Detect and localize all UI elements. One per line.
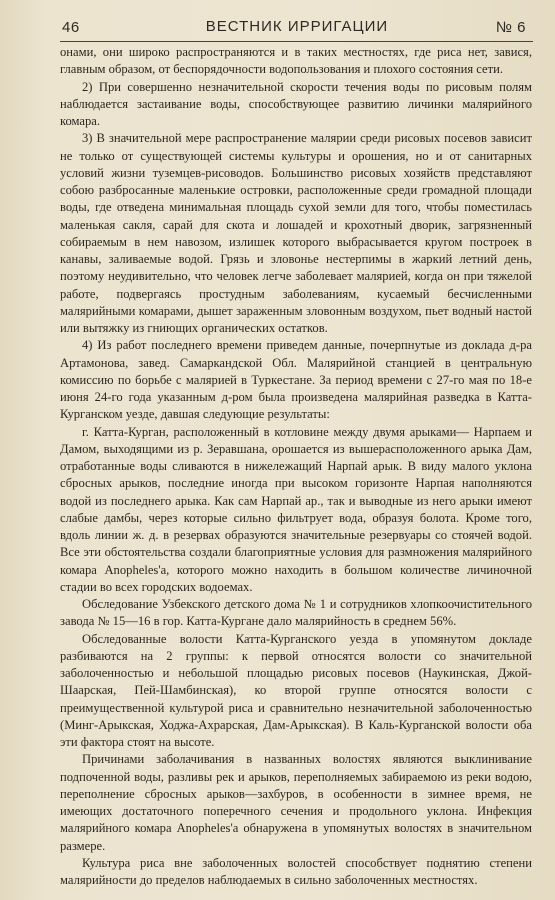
paragraph: Культура риса вне заболоченных волостей способствует поднятию степени малярийности до пределов наблюдаемых в сильно заболоченных местностях. — [60, 855, 532, 887]
paragraph: 2) При совершенно незначительной скорости течения воды по рисовым полям наблюдается застаивание воды, способствующее развитию личинки малярийного комара. — [60, 79, 532, 128]
paragraph: 4) Из работ последнего времени приведем данные, почерпнутые из доклада д-ра Артамонова, завед. Самаркандской Обл. Малярийной станцией в центральную комиссию по борьбе с малярией в Туркестане. За период времени с 27-го мая по 18-е июня 24-го года указанным д-ром была произведена малярийная разведка в Катта-Курганском уезде, давшая следующие результаты: — [60, 338, 532, 422]
issue-number: № 6 — [495, 19, 526, 36]
article-body — [60, 44, 532, 889]
paragraph: Причинами заболачивания в названных волостях являются выклинивание подпоченной воды, разливы рек и арыков, переполняемых забираемою из реки водою, переполнение сбросных арыков—захбуров, в особенности в зимнее время, не имеющих достаточного поперечного сечения и продольного уклона. Инфекция малярийного комара Anopheles'а обнаружена в упомянутых волостях в значительном размере. — [60, 752, 532, 853]
running-header — [62, 18, 532, 40]
journal-title: ВЕСТНИК ИРРИГАЦИИ — [205, 18, 389, 35]
paragraph: онами, они широко распространяются и в таких местностях, где риса нет, завися, главным образом, от беспорядочности водопользования и плохого состояния сети. — [60, 45, 532, 77]
page-number: 46 — [62, 19, 80, 36]
paragraph: Обследованные волости Катта-Курганского уезда в упомянутом докладе разбиваются на 2 группы: к первой относятся волости со значительной заболоченностью и небольшой площадью рисовых посевов (Наукинская, Джой-Шаарская, Пей-Шамбинская), ко второй группе относятся волости с преимущественной культурой риса и сравнительно незначительной заболоченностью (Минг-Арыкская, Ходжа-Ахрарская, Дам-Арыкская). В Каль-Курганской волости оба эти фактора стоят на высоте. — [60, 631, 532, 749]
paragraph: г. Катта-Курган, расположенный в котловине между двумя арыками— Нарпаем и Дамом, выходящими из р. Зеравшана, орошается из вышерасположенного арыка Дам, отработанные воды сливаются в нижележащий Нарпай арык. В виду малого уклона сбросных арыков, последние иногда при высоком горизонте Нарпая наполняются водой из последнего арыка. Как сам Нарпай ар., так и выводные из него арыки имеют слабые дамбы, через которые сильно фильтрует вода, образуя болота. Кроме того, вдоль линии ж. д. в резервах образуются значительные резервуары со стоячей водой. Все эти обстоятельства создали благоприятные условия для размножения малярийного комара Anopheles'а, которого можно находить в большом количестве личиночной стадии во всех городских водоемах. — [60, 424, 532, 594]
header-rule — [60, 41, 533, 42]
paragraph: 3) В значительной мере распространение малярии среди рисовых посевов зависит не только от существующей системы культуры и орошения, но и от санитарных условий жизни туземцев-рисоводов. Большинство рисовых хозяйств представляют собою разбросанные маленькие островки, расположенные среди громадной площади воды, где отведена минимальная площадь сухой земли для того, чтобы поместилась маленькая сакля, сарай для скота и лошадей и крохотный дворик, загрязненный собираемым в нем навозом, излишек которого выбрасывается кругом построек в канавы, заливаемые водой. Грязь и зловонье нестерпимы в жаркий летний день, поэтому неудивительно, что человек легче заболевает малярией, когда он при тяжелой работе, подвергаясь простудным заболеваниям, кусаемый бесчисленными малярийными комарами, дышет зараженным зловонным воздухом, пьет водный настой или вытяжку из гниющих органических остатков. — [60, 131, 532, 335]
paragraph: Обследование Узбекского детского дома № 1 и сотрудников хлопкоочистительного завода № 15—16 в гор. Катта-Кургане дало малярийность в среднем 56%. — [60, 597, 532, 629]
